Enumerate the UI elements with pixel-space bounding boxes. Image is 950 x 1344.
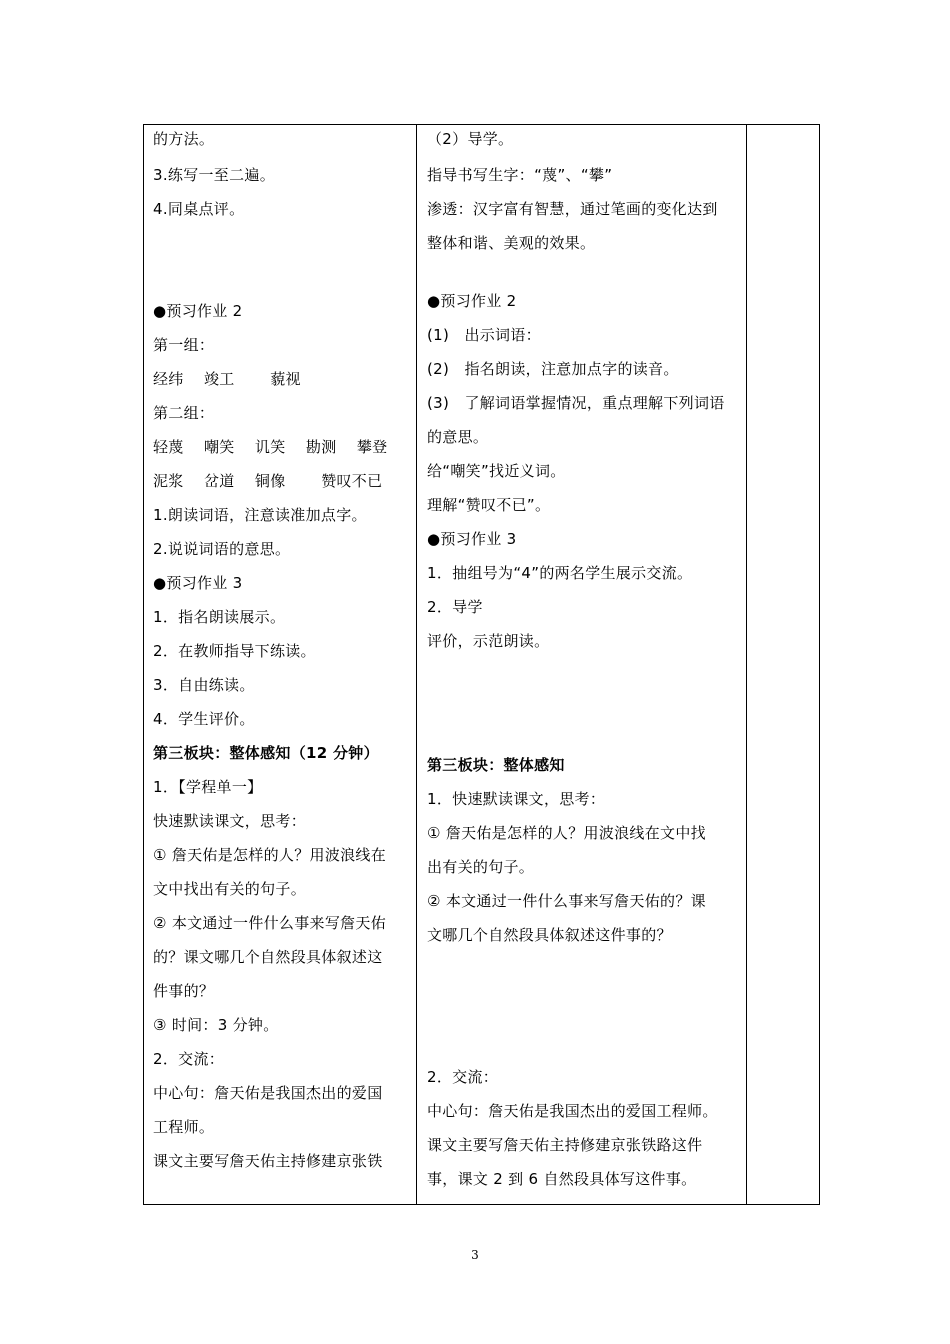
text-line: 评价，示范朗读。 — [427, 632, 550, 650]
text-line: ① 詹天佑是怎样的人？用波浪线在 — [153, 846, 387, 864]
text-line: 课文主要写詹天佑主持修建京张铁 — [153, 1152, 383, 1170]
text-line: 工程师。 — [153, 1118, 215, 1136]
text-line: 渗透：汉字富有智慧，通过笔画的变化达到 — [427, 200, 718, 218]
text-line: 文中找出有关的句子。 — [153, 880, 307, 898]
text-line: 件事的？ — [153, 982, 215, 1000]
text-line: 文哪几个自然段具体叙述这件事的？ — [427, 926, 672, 944]
text-line: 1．快速默读课文，思考： — [427, 790, 606, 808]
text-line: 2．交流： — [427, 1068, 499, 1086]
text-line: ●预习作业 3 — [153, 574, 243, 592]
text-line: (3) 了解词语掌握情况，重点理解下列词语 — [427, 394, 725, 412]
text-line: (1) 出示词语： — [427, 326, 541, 344]
text-line: 泥浆 岔道 铜像 赞叹不已 — [153, 472, 383, 490]
text-line: 1．指名朗读展示。 — [153, 608, 286, 626]
column-divider-right — [746, 125, 747, 1204]
text-line: 3.练写一至二遍。 — [153, 166, 276, 184]
page-number: 3 — [471, 1248, 479, 1262]
text-line: 的方法。 — [153, 130, 215, 148]
text-line: ③ 时间：3 分钟。 — [153, 1016, 279, 1034]
text-line: 指导书写生字：“蔑”、“攀” — [427, 166, 613, 184]
text-line: 4.同桌点评。 — [153, 200, 245, 218]
text-line: 第二组： — [153, 404, 215, 422]
text-line: ●预习作业 3 — [427, 530, 517, 548]
column-divider-left — [416, 125, 417, 1204]
text-line: 整体和谐、美观的效果。 — [427, 234, 596, 252]
text-line: 中心句：詹天佑是我国杰出的爱国工程师。 — [427, 1102, 718, 1120]
text-line: 3．自由练读。 — [153, 676, 255, 694]
text-line: ① 詹天佑是怎样的人？用波浪线在文中找 — [427, 824, 706, 842]
lesson-plan-table — [143, 124, 820, 1205]
text-line: 中心句：詹天佑是我国杰出的爱国 — [153, 1084, 383, 1102]
text-line: 4．学生评价。 — [153, 710, 255, 728]
text-line: 1．抽组号为“4”的两名学生展示交流。 — [427, 564, 693, 582]
section-heading: 第三板块：整体感知 — [427, 756, 565, 774]
text-line: 2．导学 — [427, 598, 483, 616]
text-line: （2）导学。 — [427, 130, 514, 148]
text-line: (2) 指名朗读，注意加点字的读音。 — [427, 360, 679, 378]
text-line: 的意思。 — [427, 428, 489, 446]
text-line: 给“嘲笑”找近义词。 — [427, 462, 566, 480]
text-line: 出有关的句子。 — [427, 858, 535, 876]
text-line: 事，课文 2 到 6 自然段具体写这件事。 — [427, 1170, 697, 1188]
text-line: 2．交流： — [153, 1050, 225, 1068]
text-line: ② 本文通过一件什么事来写詹天佑 — [153, 914, 387, 932]
text-line: 理解“赞叹不已”。 — [427, 496, 551, 514]
text-line: 的？课文哪几个自然段具体叙述这 — [153, 948, 383, 966]
text-line: 1．【学程单一】 — [153, 778, 263, 796]
text-line: 2．在教师指导下练读。 — [153, 642, 316, 660]
text-line: ●预习作业 2 — [153, 302, 243, 320]
text-line: 第一组： — [153, 336, 215, 354]
text-line: ② 本文通过一件什么事来写詹天佑的？课 — [427, 892, 706, 910]
text-line: 轻蔑 嘲笑 讥笑 勘测 攀登 — [153, 438, 388, 456]
text-line: 1.朗读词语，注意读准加点字。 — [153, 506, 367, 524]
text-line: 课文主要写詹天佑主持修建京张铁路这件 — [427, 1136, 703, 1154]
text-line: 2.说说词语的意思。 — [153, 540, 291, 558]
text-line: ●预习作业 2 — [427, 292, 517, 310]
text-line: 经纬 竣工 藐视 — [153, 370, 301, 388]
text-line: 快速默读课文，思考： — [153, 812, 307, 830]
section-heading: 第三板块：整体感知（12 分钟） — [153, 744, 379, 762]
